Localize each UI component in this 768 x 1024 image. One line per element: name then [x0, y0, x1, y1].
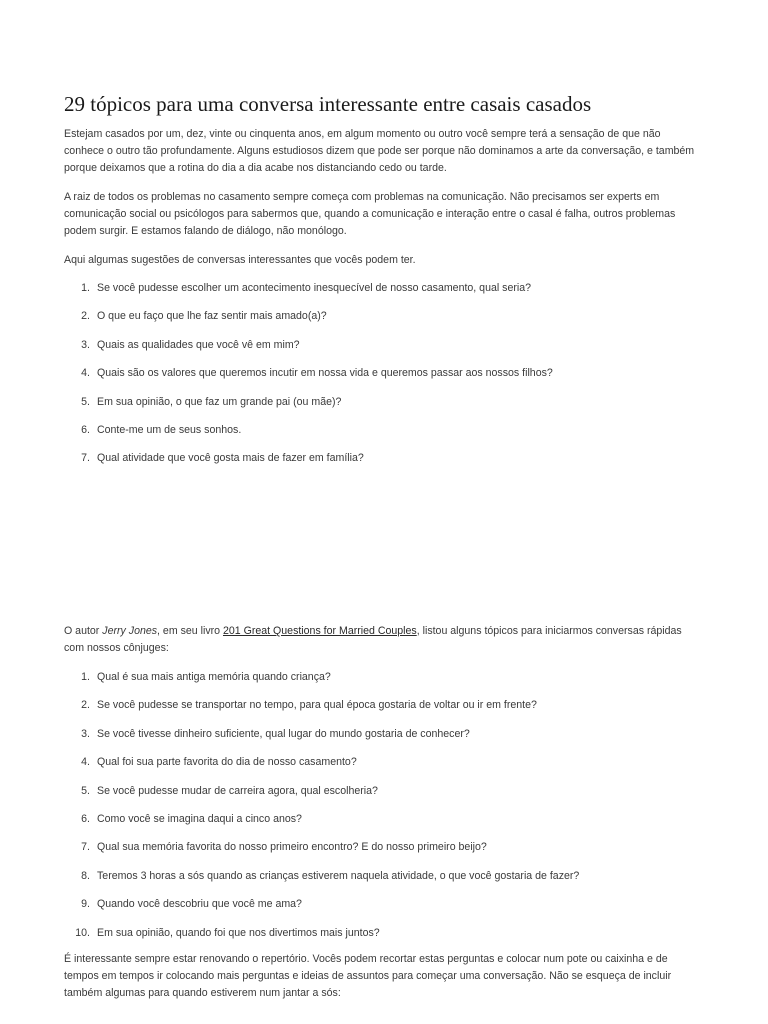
list-text: O que eu faço que lhe faz sentir mais amado(a)? — [97, 310, 327, 323]
list-text: Como você se imagina daqui a cinco anos? — [97, 812, 302, 825]
list-number: 5. — [81, 395, 90, 408]
list-number: 7. — [81, 841, 90, 854]
list-number: 2. — [81, 699, 90, 712]
list-item — [64, 811, 704, 839]
list-number: 2. — [81, 310, 90, 323]
list-number: 4. — [81, 756, 90, 769]
list-text: Teremos 3 horas a sós quando as crianças estiverem naquela atividade, o que você gostaria de fazer? — [97, 869, 580, 882]
intro-paragraph: Estejam casados por um, dez, vinte ou cinquenta anos, em algum momento ou outro você sempre terá a sensação de que não conhece o outro tão profundamente. Alguns estudiosos dizem que pode ser porque não dominamos a arte da conversação, e também porque deixamos que a rotina do dia a dia acabe nos distanciando cedo ou tarde. — [64, 128, 695, 174]
book-title-link[interactable]: 201 Great Questions for Married Couples — [222, 625, 417, 637]
list-item — [64, 839, 704, 867]
questions-list-1 — [64, 280, 704, 479]
list-text: Qual atividade que você gosta mais de fazer em família? — [97, 452, 364, 465]
list-number: 5. — [81, 784, 90, 797]
list-item — [64, 896, 704, 924]
list-item — [64, 365, 704, 393]
author-name: Jerry Jones — [102, 625, 158, 637]
list-number: 9. — [81, 898, 90, 911]
list-number: 6. — [81, 423, 90, 436]
author-middle: , em seu livro — [157, 625, 223, 637]
list-text: Em sua opinião, quando foi que nos divertimos mais juntos? — [97, 926, 380, 939]
list-item — [64, 280, 704, 308]
page-title: 29 tópicos para uma conversa interessante entre casais casados — [64, 92, 592, 116]
list-text: Se você tivesse dinheiro suficiente, qual lugar do mundo gostaria de conhecer? — [97, 727, 470, 740]
list-number: 10. — [75, 926, 90, 939]
list-item — [64, 337, 704, 365]
list-text: Se você pudesse se transportar no tempo, para qual época gostaria de voltar ou ir em frente? — [97, 699, 537, 712]
list-number: 8. — [81, 869, 90, 882]
list-number: 1. — [81, 282, 90, 294]
list-text: Qual foi sua parte favorita do dia de nosso casamento? — [97, 756, 357, 769]
list-item — [64, 783, 704, 811]
list-item — [64, 450, 704, 478]
list-item — [64, 754, 704, 782]
list-text: Conte-me um de seus sonhos. — [97, 423, 242, 436]
list-item — [64, 868, 704, 896]
list-number: 6. — [81, 812, 90, 825]
list-text: Quando você descobriu que você me ama? — [97, 898, 302, 911]
list-text: Qual é sua mais antiga memória quando criança? — [97, 671, 331, 683]
list-number: 3. — [81, 727, 90, 740]
list-item — [64, 726, 704, 754]
list-item — [64, 308, 704, 336]
list-item — [64, 394, 704, 422]
list-number: 7. — [81, 452, 90, 465]
list-number: 4. — [81, 367, 90, 380]
closing-paragraph: É interessante sempre estar renovando o repertório. Vocês podem recortar estas perguntas e colocar num pote ou caixinha e de tempos em tempos ir colocando mais perguntas e ideias de assuntos para começar uma conversação. Não se esqueça de incluir também algumas para quando estiverem num jantar a sós: — [64, 953, 672, 999]
list-item — [64, 697, 704, 725]
list-item — [64, 925, 704, 953]
list-text: Qual sua memória favorita do nosso primeiro encontro? E do nosso primeiro beijo? — [97, 841, 487, 854]
list-text: Se você pudesse mudar de carreira agora, qual escolheria? — [97, 784, 378, 797]
author-prefix: O autor — [64, 625, 103, 637]
list-item — [64, 669, 704, 697]
list-text: Quais as qualidades que você vê em mim? — [97, 338, 300, 351]
list-text: Em sua opinião, o que faz um grande pai (ou mãe)? — [97, 395, 342, 408]
list-item — [64, 422, 704, 450]
author-paragraph — [64, 623, 700, 657]
list-text: Se você pudesse escolher um acontecimento inesquecível de nosso casamento, qual seria? — [97, 282, 532, 294]
questions-list-2 — [64, 669, 704, 953]
communication-paragraph: A raiz de todos os problemas no casamento sempre começa com problemas na comunicação. Não precisamos ser experts em comunicação social ou psicólogos para sabermos que, quando a comunicação e interação entre o casal é falha, outros problemas podem surgir. E estamos falando de diálogo, não monólogo. — [64, 191, 676, 237]
list-number: 3. — [81, 338, 90, 351]
list-number: 1. — [81, 671, 90, 683]
author-suffix: , listou alguns tópicos para iniciarmos conversas rápidas com nossos cônjuges: — [64, 625, 682, 654]
list-text: Quais são os valores que queremos incutir em nossa vida e queremos passar aos nossos filhos? — [97, 367, 553, 380]
suggestions-intro: Aqui algumas sugestões de conversas interessantes que vocês podem ter. — [64, 254, 416, 266]
